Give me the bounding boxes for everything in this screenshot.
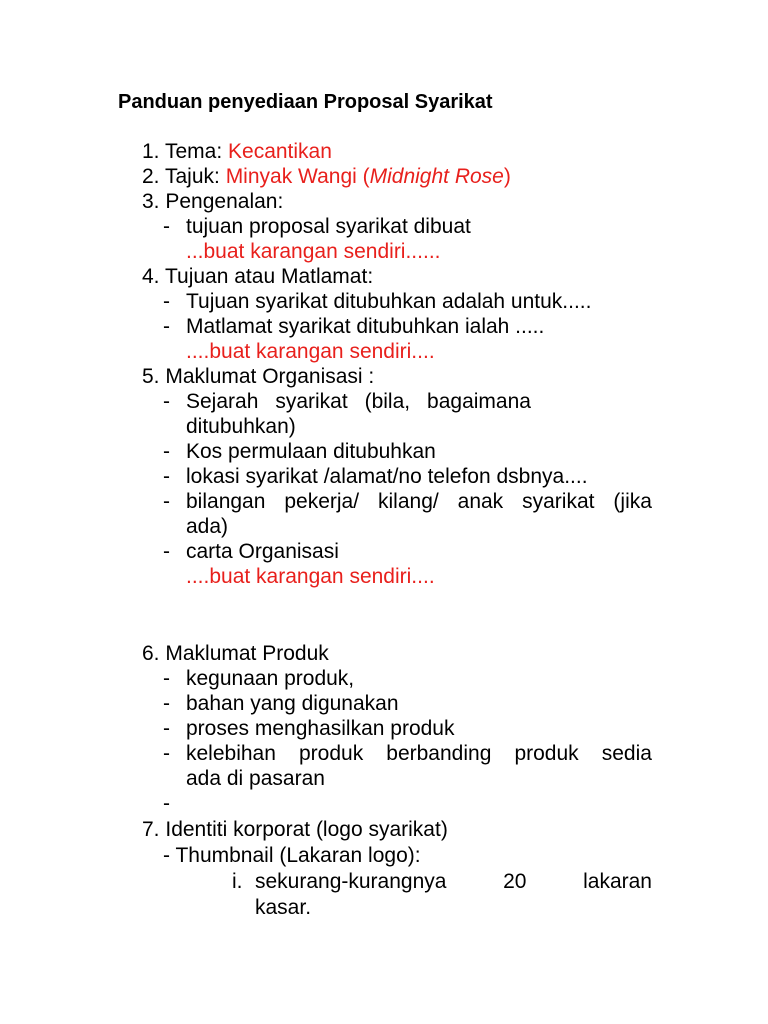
- word: produk: [514, 742, 579, 765]
- word: anak: [457, 490, 504, 513]
- roman-numeral: i.: [232, 870, 243, 893]
- list-item-justified: [186, 489, 652, 514]
- section-number: 7.: [142, 818, 160, 841]
- note-text: ...buat karangan sendiri......: [186, 240, 441, 263]
- list-item: Matlamat syarikat ditubuhkan ialah .....: [186, 315, 545, 338]
- word: berbanding: [386, 742, 492, 765]
- dash-bullet: -: [163, 692, 170, 715]
- section-number: 3.: [142, 190, 160, 213]
- list-item: kegunaan produk,: [186, 667, 355, 690]
- section-value: Kecantikan: [228, 140, 332, 163]
- word: sedia: [601, 742, 652, 765]
- list-item: proses menghasilkan produk: [186, 717, 455, 740]
- list-item: carta Organisasi: [186, 540, 339, 563]
- list-item: lokasi syarikat /alamat/no telefon dsbnya....: [186, 465, 588, 488]
- section-1: [142, 139, 332, 164]
- note-text: ....buat karangan sendiri....: [186, 340, 435, 363]
- value-italic: Midnight Rose: [369, 165, 504, 188]
- word: produk: [298, 742, 364, 765]
- list-item-justified: [186, 389, 531, 414]
- section-number: 5.: [142, 365, 160, 388]
- word: Sejarah: [186, 390, 259, 413]
- section-6-heading: [142, 641, 329, 666]
- section-2: [142, 164, 511, 189]
- section-number: 4.: [142, 265, 160, 288]
- section-4-heading: [142, 264, 373, 289]
- section-number: 2.: [142, 165, 160, 188]
- section-number: 1.: [142, 140, 160, 163]
- dash-bullet: -: [163, 290, 170, 313]
- section-3-heading: [142, 189, 283, 214]
- dash-bullet: -: [163, 315, 170, 338]
- section-7-heading: [142, 817, 448, 842]
- dash-bullet: -: [163, 742, 170, 765]
- word: kilang/: [378, 490, 439, 513]
- dash-bullet: -: [163, 792, 170, 815]
- document-title: Panduan penyediaan Proposal Syarikat: [118, 91, 493, 113]
- word: kelebihan: [186, 742, 276, 765]
- dash-bullet: -: [163, 667, 170, 690]
- list-item: bahan yang digunakan: [186, 692, 399, 715]
- word: (jika: [613, 490, 652, 513]
- list-item-continuation: ada): [186, 515, 229, 538]
- section-number: 6.: [142, 642, 160, 665]
- list-item-continuation: ditubuhkan): [186, 415, 296, 438]
- word: lakaran: [583, 870, 652, 893]
- dash-bullet: -: [163, 540, 170, 563]
- word: bilangan: [186, 490, 266, 513]
- dash-bullet: -: [163, 717, 170, 740]
- roman-item-continuation: kasar.: [255, 896, 312, 919]
- dash-bullet: -: [163, 490, 170, 513]
- list-item: Kos permulaan ditubuhkan: [186, 440, 436, 463]
- section-label: Tajuk:: [164, 165, 226, 188]
- word: sekurang-kurangnya: [255, 870, 447, 893]
- section-label: Pengenalan:: [165, 190, 284, 213]
- dash-bullet: -: [163, 390, 170, 413]
- note-text: ....buat karangan sendiri....: [186, 565, 435, 588]
- section-label: Maklumat Organisasi :: [165, 365, 375, 388]
- sub-item: - Thumbnail (Lakaran logo):: [163, 844, 421, 867]
- section-value: [226, 165, 511, 188]
- list-item-continuation: ada di pasaran: [186, 767, 325, 790]
- list-item: tujuan proposal syarikat dibuat: [186, 215, 471, 238]
- section-label: Identiti korporat (logo syarikat): [165, 818, 448, 841]
- section-label: Maklumat Produk: [165, 642, 329, 665]
- word: bagaimana: [427, 390, 531, 413]
- word: 20: [503, 870, 527, 893]
- dash-bullet: -: [163, 465, 170, 488]
- dash-bullet: -: [163, 215, 170, 238]
- section-label: Tujuan atau Matlamat:: [164, 265, 374, 288]
- list-item-justified: [186, 741, 652, 766]
- value-text: Minyak Wangi (: [225, 165, 370, 188]
- dash-bullet: -: [163, 440, 170, 463]
- word: (bila,: [364, 390, 411, 413]
- value-end: ): [503, 165, 511, 188]
- section-5-heading: [142, 364, 374, 389]
- word: pekerja/: [284, 490, 360, 513]
- section-label: Tema:: [164, 140, 229, 163]
- word: syarikat: [522, 490, 595, 513]
- word: syarikat: [275, 390, 348, 413]
- list-item: Tujuan syarikat ditubuhkan adalah untuk.....: [186, 290, 592, 313]
- roman-item-justified: [255, 869, 652, 894]
